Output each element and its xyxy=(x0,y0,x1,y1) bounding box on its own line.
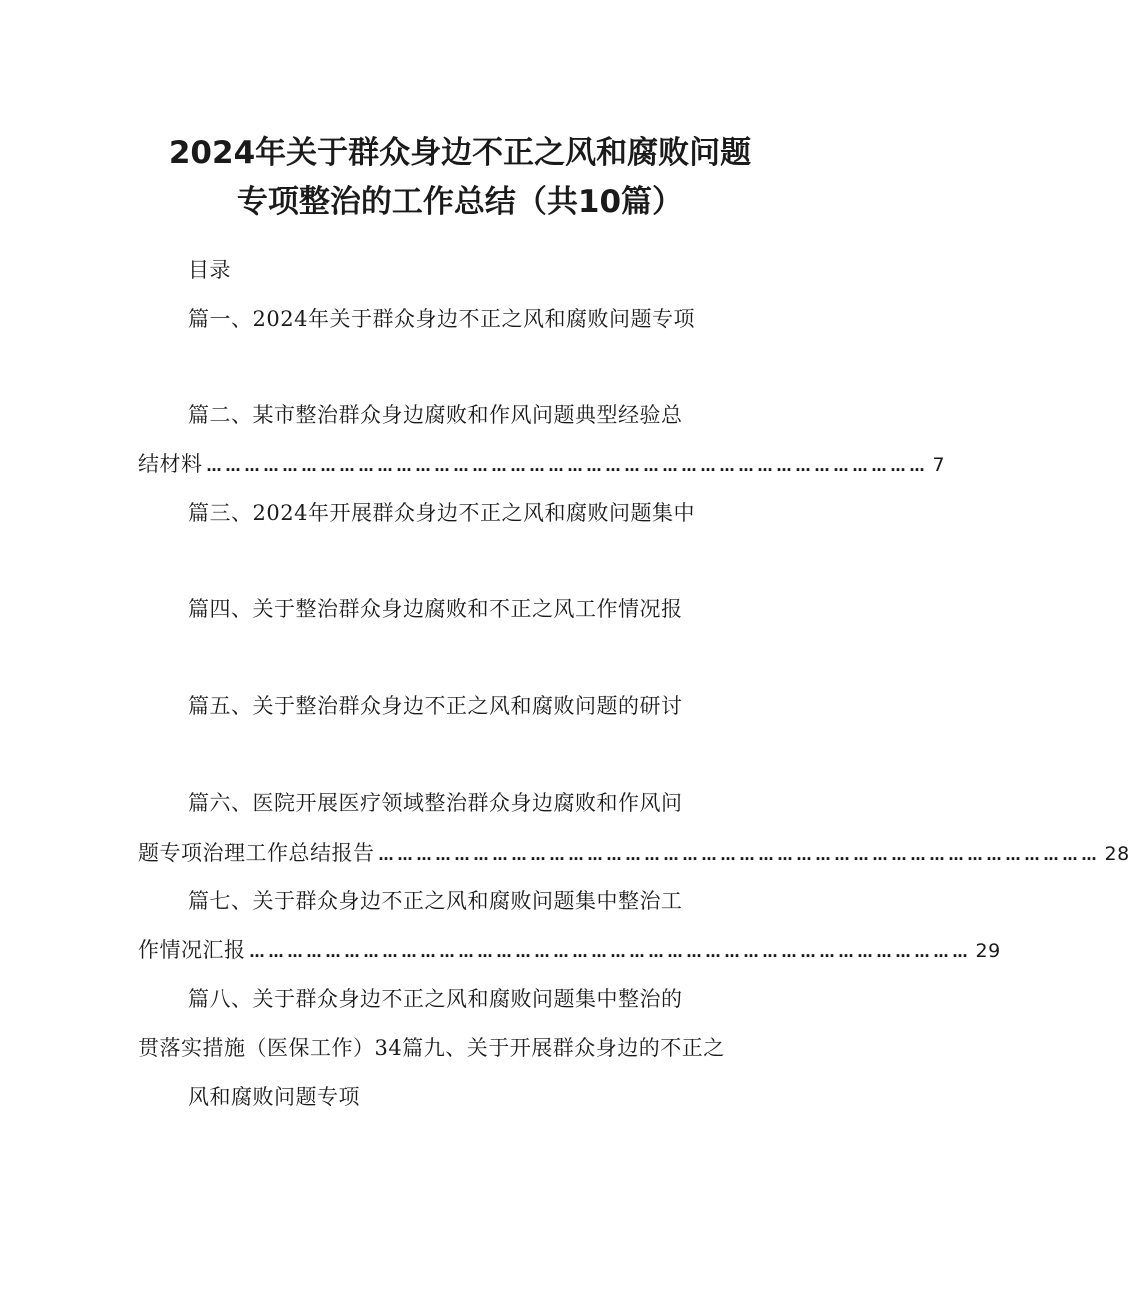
toc-entry-2-text: 结材料 xyxy=(138,452,203,476)
toc-entry-8-continuation[interactable]: 贯落实措施（医保工作）34篇九、关于开展群众身边的不正之 xyxy=(138,1036,725,1060)
toc-entry-8[interactable]: 篇八、关于群众身边不正之风和腐败问题集中整治的 xyxy=(188,987,683,1011)
toc-entry-6[interactable]: 篇六、医院开展医疗领域整治群众身边腐败和作风问 xyxy=(188,791,683,815)
toc-entry-3[interactable]: 篇三、2024年开展群众身边不正之风和腐败问题集中 xyxy=(188,501,695,525)
toc-entry-7[interactable]: 篇七、关于群众身边不正之风和腐败问题集中整治工 xyxy=(188,889,683,913)
toc-heading: 目录 xyxy=(188,258,231,282)
toc-entry-1[interactable]: 篇一、2024年关于群众身边不正之风和腐败问题专项 xyxy=(188,307,695,331)
toc-entry-9-continuation[interactable]: 风和腐败问题专项 xyxy=(188,1085,360,1109)
toc-entry-2-continuation[interactable] xyxy=(138,452,946,476)
toc-dot-leader: …………………………………………………………………………………………………… xyxy=(378,846,1101,864)
toc-dot-leader: …………………………………………………………………………………………………… xyxy=(206,457,929,475)
document-title-line-1: 2024年关于群众身边不正之风和腐败问题 xyxy=(168,135,752,171)
toc-entry-5[interactable]: 篇五、关于整治群众身边不正之风和腐败问题的研讨 xyxy=(188,694,683,718)
toc-dot-leader: …………………………………………………………………………………………………… xyxy=(249,943,972,961)
toc-entry-6-text: 题专项治理工作总结报告 xyxy=(138,841,375,865)
toc-entry-6-page: 28 xyxy=(1104,843,1130,865)
toc-entry-2[interactable]: 篇二、某市整治群众身边腐败和作风问题典型经验总 xyxy=(188,403,683,427)
toc-entry-7-page: 29 xyxy=(975,940,1001,962)
toc-entry-7-continuation[interactable] xyxy=(138,938,1001,962)
document-title-line-2: 专项整治的工作总结（共10篇） xyxy=(236,184,684,220)
toc-entry-4[interactable]: 篇四、关于整治群众身边腐败和不正之风工作情况报 xyxy=(188,597,683,621)
toc-entry-7-text: 作情况汇报 xyxy=(138,938,246,962)
toc-entry-2-page: 7 xyxy=(932,454,946,476)
toc-entry-6-continuation[interactable] xyxy=(138,841,1130,865)
